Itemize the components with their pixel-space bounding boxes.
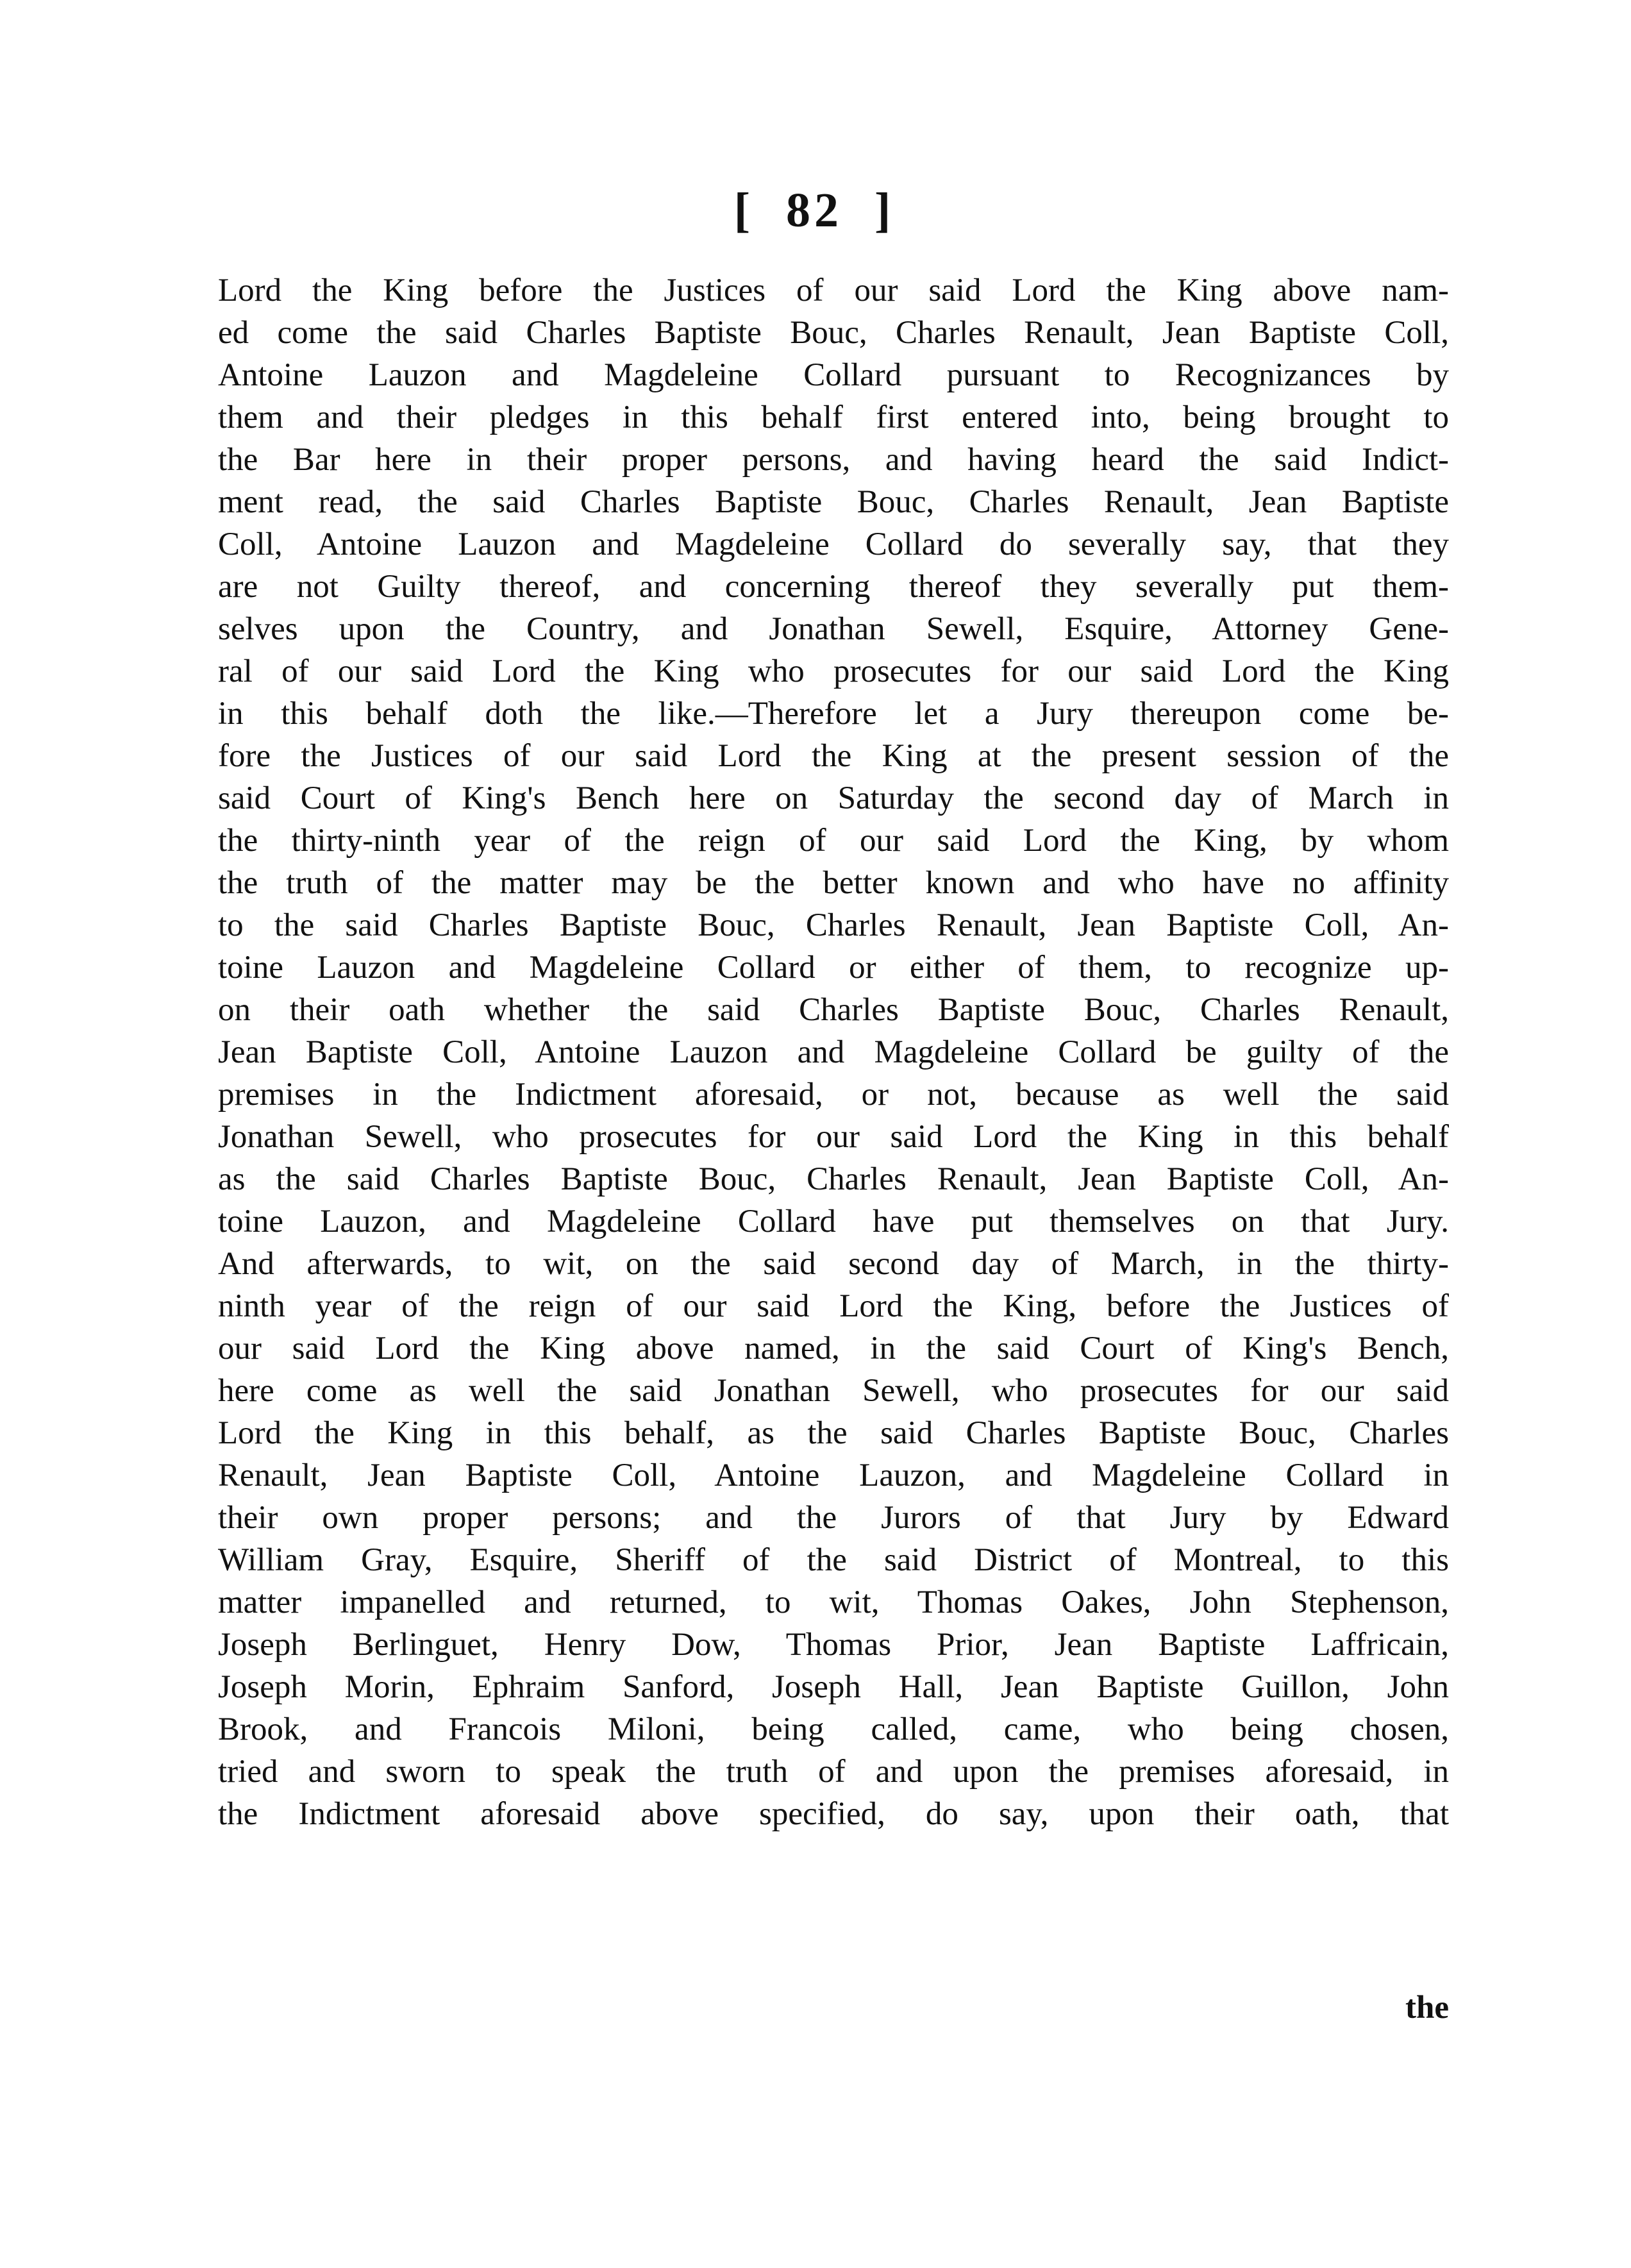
text-line: matter impanelled and returned, to wit, Thomas Oakes, John Stephenson, [218, 1584, 1449, 1620]
body-text [218, 269, 1449, 1835]
catchword: the [1405, 1990, 1449, 2026]
text-line: as the said Charles Baptiste Bouc, Charles Renault, Jean Baptiste Coll, An- [218, 1161, 1449, 1197]
text-line: the truth of the matter may be the better known and who have no affinity [218, 865, 1449, 901]
text-line: Lord the King before the Justices of our said Lord the King above nam- [218, 273, 1449, 308]
text-line: ed come the said Charles Baptiste Bouc, Charles Renault, Jean Baptiste Coll, [218, 315, 1449, 351]
text-line: in this behalf doth the like.—Therefore let a Jury thereupon come be- [218, 696, 1449, 732]
page-number: [ 82 ] [733, 183, 895, 237]
text-line: premises in the Indictment aforesaid, or not, because as well the said [218, 1077, 1449, 1113]
text-line: Joseph Morin, Ephraim Sanford, Joseph Hall, Jean Baptiste Guillon, John [218, 1669, 1449, 1705]
text-line: are not Guilty thereof, and concerning thereof they severally put them- [218, 569, 1449, 605]
text-line: Joseph Berlinguet, Henry Dow, Thomas Prior, Jean Baptiste Laffricain, [218, 1627, 1449, 1663]
text-line: tried and sworn to speak the truth of and upon the premises aforesaid, in [218, 1754, 1449, 1790]
text-line: toine Lauzon, and Magdeleine Collard have put themselves on that Jury. [218, 1204, 1449, 1239]
text-line: selves upon the Country, and Jonathan Sewell, Esquire, Attorney Gene- [218, 611, 1449, 647]
text-line: Coll, Antoine Lauzon and Magdeleine Collard do severally say, that they [218, 526, 1449, 562]
text-line: William Gray, Esquire, Sheriff of the said District of Montreal, to this [218, 1542, 1449, 1578]
text-line: toine Lauzon and Magdeleine Collard or either of them, to recognize up- [218, 950, 1449, 986]
text-line: our said Lord the King above named, in the said Court of King's Bench, [218, 1331, 1449, 1366]
text-line: the Indictment aforesaid above specified, do say, upon their oath, that [218, 1796, 1449, 1832]
text-line: And afterwards, to wit, on the said second day of March, in the thirty- [218, 1246, 1449, 1282]
text-line: Jean Baptiste Coll, Antoine Lauzon and Magdeleine Collard be guilty of the [218, 1034, 1449, 1070]
text-line: Brook, and Francois Miloni, being called, came, who being chosen, [218, 1711, 1449, 1747]
text-line: Antoine Lauzon and Magdeleine Collard pursuant to Recognizances by [218, 357, 1449, 393]
text-line: fore the Justices of our said Lord the King at the present session of the [218, 738, 1449, 774]
text-line: ninth year of the reign of our said Lord the King, before the Justices of [218, 1288, 1449, 1324]
text-line: said Court of King's Bench here on Saturday the second day of March in [218, 780, 1449, 816]
text-line: Jonathan Sewell, who prosecutes for our said Lord the King in this behalf [218, 1119, 1449, 1155]
text-line: Renault, Jean Baptiste Coll, Antoine Lauzon, and Magdeleine Collard in [218, 1457, 1449, 1493]
text-line: to the said Charles Baptiste Bouc, Charles Renault, Jean Baptiste Coll, An- [218, 907, 1449, 943]
text-line: Lord the King in this behalf, as the said Charles Baptiste Bouc, Charles [218, 1415, 1449, 1451]
text-line: here come as well the said Jonathan Sewell, who prosecutes for our said [218, 1373, 1449, 1409]
text-line: the thirty-ninth year of the reign of our said Lord the King, by whom [218, 823, 1449, 859]
text-line: ral of our said Lord the King who prosecutes for our said Lord the King [218, 653, 1449, 689]
text-line: them and their pledges in this behalf first entered into, being brought to [218, 399, 1449, 435]
text-line: their own proper persons; and the Jurors of that Jury by Edward [218, 1500, 1449, 1536]
text-line: the Bar here in their proper persons, and having heard the said Indict- [218, 442, 1449, 478]
text-line: on their oath whether the said Charles Baptiste Bouc, Charles Renault, [218, 992, 1449, 1028]
text-line: ment read, the said Charles Baptiste Bouc, Charles Renault, Jean Baptiste [218, 484, 1449, 520]
